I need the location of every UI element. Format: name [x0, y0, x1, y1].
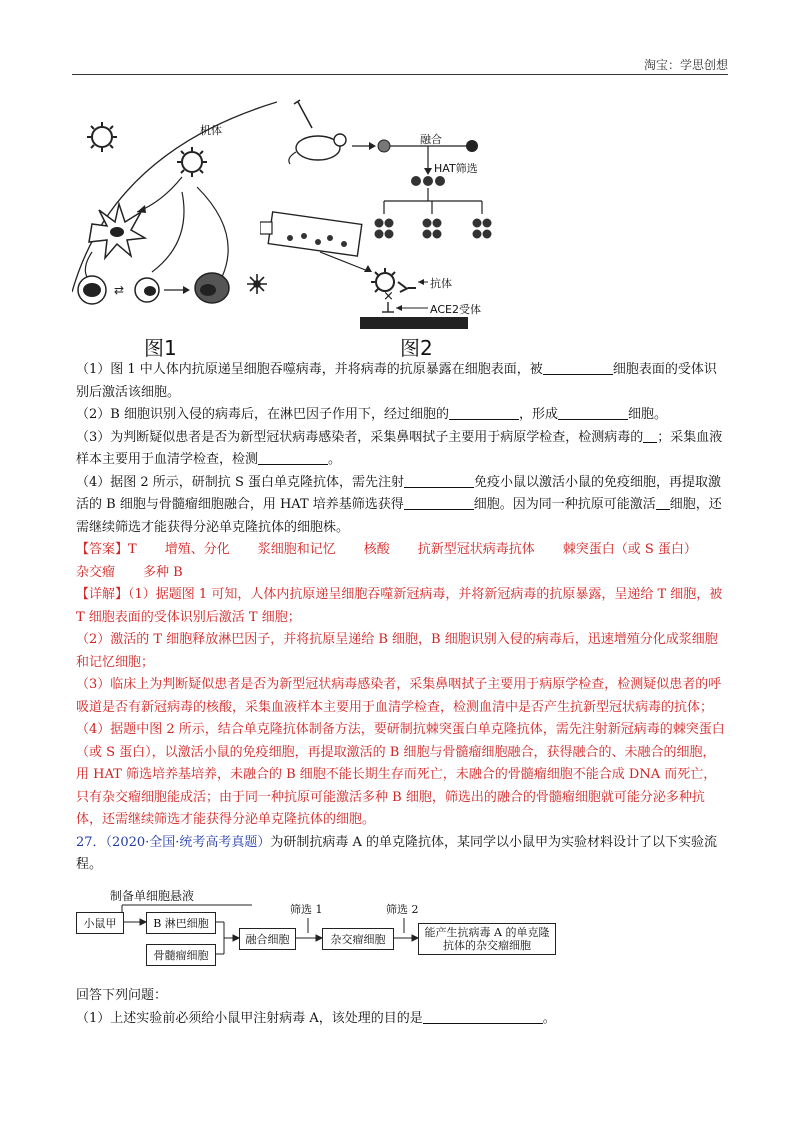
- figure-2-hat-label: HAT筛选: [434, 162, 478, 175]
- answer-blank: [449, 405, 519, 420]
- question-27-sub-1: （1）上述实验前必须给小鼠甲注射病毒 A，该处理的目的是 。: [76, 1010, 556, 1026]
- explanation-p3: （3）临床上为判断疑似患者是否为新型冠状病毒感染者，采集鼻咽拭子主要用于病原学检查，检测疑似患者的呼吸道是否有新冠病毒的核酸，采集血液样本主要用于血清学检查，检测血清中是否产生抗新型冠状病毒的抗体；: [76, 677, 722, 715]
- question-source: （2020·全国·统考高考真题）: [105, 834, 271, 850]
- figure-2-ace2-label: ACE2受体: [430, 303, 481, 316]
- answer-blank: [258, 450, 328, 465]
- hybrid-cells-row: [411, 176, 445, 186]
- mouse-icon: [289, 134, 346, 164]
- figure-2-x-mark: ×: [383, 289, 394, 304]
- svg-text:⇄: ⇄: [114, 283, 125, 297]
- question-27-stem: 27．（2020·全国·统考高考真题）为研制抗病毒 A 的单克隆抗体，某同学以小鼠甲为实验材料设计了以下实验流程。: [76, 834, 718, 872]
- question-number: 27．: [76, 834, 106, 850]
- figure-1-caption: 图1: [144, 336, 177, 360]
- flow-mouse-box: 小鼠甲: [76, 912, 124, 934]
- flow-myeloma-box: 骨髓瘤细胞: [146, 944, 216, 966]
- answer-label: 【答案】: [76, 542, 129, 557]
- answer-prompt: 回答下列问题：: [76, 988, 168, 1003]
- question-1: （1）图 1 中人体内抗原递呈细胞吞噬病毒，并将病毒的抗原暴露在细胞表面，被 细胞表面的受体识别后激活该细胞。: [76, 362, 717, 400]
- question-27-subquestions: [76, 985, 726, 1030]
- flow-hybridoma-box: 杂交瘤细胞: [322, 928, 394, 950]
- membrane-bar: [360, 317, 468, 329]
- virus-icon: [177, 147, 207, 177]
- explanation-p2: （2）激活的 T 细胞释放淋巴因子，并将抗原呈递给 B 细胞，B 细胞识别入侵的病毒后，迅速增殖分化成浆细胞和记忆细胞；: [76, 632, 718, 670]
- culture-flask-icon: [260, 212, 362, 256]
- plasma-cell-icon: [195, 273, 229, 303]
- dendritic-cell-icon: [89, 204, 145, 258]
- figure-2-caption: 图2: [400, 336, 433, 360]
- clone-group: [375, 219, 492, 239]
- answer-blank: [404, 495, 474, 510]
- explanation-p1: 【详解】（1）据题图 1 可知，人体内抗原递呈细胞吞噬新冠病毒，并将新冠病毒的抗原暴露，呈递给 T 细胞，被 T 细胞表面的受体识别后激活 T 细胞；: [76, 587, 723, 625]
- answer-blank: [404, 473, 474, 488]
- explanation-p4: （4）据题中图 2 所示，结合单克隆抗体制备方法，要研制抗棘突蛋白单克隆抗体，需先注射新冠病毒的棘突蛋白（或 S 蛋白），以激活小鼠的免疫细胞，再提取激活的 B 细胞与骨髓瘤细胞融合，获得融合的、未融合的细胞，用 HAT 筛选培养基培养，未融合的 B 细胞不能长期生存而死亡，未融合的骨髓瘤细胞不能合成 DNA 而死亡，只有杂交瘤细胞能成活；由于同一种抗原可能激活多种 B 细胞，筛选出的融合的骨髓瘤细胞就可能分泌多种抗体，还需继续筛选才能获得分泌单克隆抗体的细胞。: [76, 722, 725, 827]
- explanation-label: 【详解】: [76, 587, 129, 602]
- answer-blank: [558, 405, 628, 420]
- figure-1: [72, 92, 277, 362]
- virus-icon: [87, 122, 117, 152]
- flow-title: 制备单细胞悬液: [110, 889, 195, 903]
- figure-2-fusion-label: 融合: [420, 133, 442, 146]
- figure-2-antibody-label: 抗体: [430, 277, 452, 290]
- question-4: （4）据图 2 所示，研制抗 S 蛋白单克隆抗体，需先注射 免疫小鼠以激活小鼠的免疫细胞，再提取激活的 B 细胞与骨髓瘤细胞融合，用 HAT 培养基筛选获得 细胞。因为同一种抗原可能激活 细胞，还需继续筛选才能获得分泌单克隆抗体的细胞株。: [76, 474, 722, 535]
- figure-1-drawing: [72, 92, 277, 362]
- header-divider: [72, 74, 728, 75]
- flow-screen-2: 筛选 2: [386, 903, 419, 916]
- question-2: （2）B 细胞识别入侵的病毒后，在淋巴因子作用下，经过细胞的 ，形成 细胞。: [76, 407, 667, 422]
- flow-fused-box: 融合细胞: [239, 928, 296, 950]
- flow-screen-1: 筛选 1: [290, 903, 323, 916]
- flow-b-cell-box: B 淋巴细胞: [146, 912, 216, 934]
- answer-line: 【答案】T 增殖、分化 浆细胞和记忆 核酸 抗新型冠状病毒抗体 棘突蛋白（或 S 蛋白）杂交瘤 多种 B: [76, 542, 697, 580]
- answer-blank: [423, 1009, 543, 1024]
- question-3: （3）为判断疑似患者是否为新型冠状病毒感染者，采集鼻咽拭子主要用于病原学检查，检测病毒的 ；采集血液样本主要用于血清学检查，检测 。: [76, 429, 723, 467]
- figure-2: [260, 96, 500, 361]
- experiment-flowchart: [76, 885, 636, 965]
- answer-blank: [543, 360, 613, 375]
- answer-blank: [656, 495, 670, 510]
- figure-1-body-label: 机体: [200, 124, 222, 137]
- answer-blank: [643, 428, 657, 443]
- header-source: 淘宝：学思创想: [643, 58, 728, 72]
- figure-2-drawing: [260, 96, 500, 361]
- syringe-icon: [294, 100, 312, 128]
- antibody-icon: [398, 282, 416, 292]
- flow-final-box: 能产生抗病毒 A 的单克隆抗体的杂交瘤细胞: [418, 923, 556, 955]
- questions-block: [76, 359, 726, 877]
- t-cell-icon: [78, 276, 106, 304]
- b-cell-icon: [135, 278, 159, 302]
